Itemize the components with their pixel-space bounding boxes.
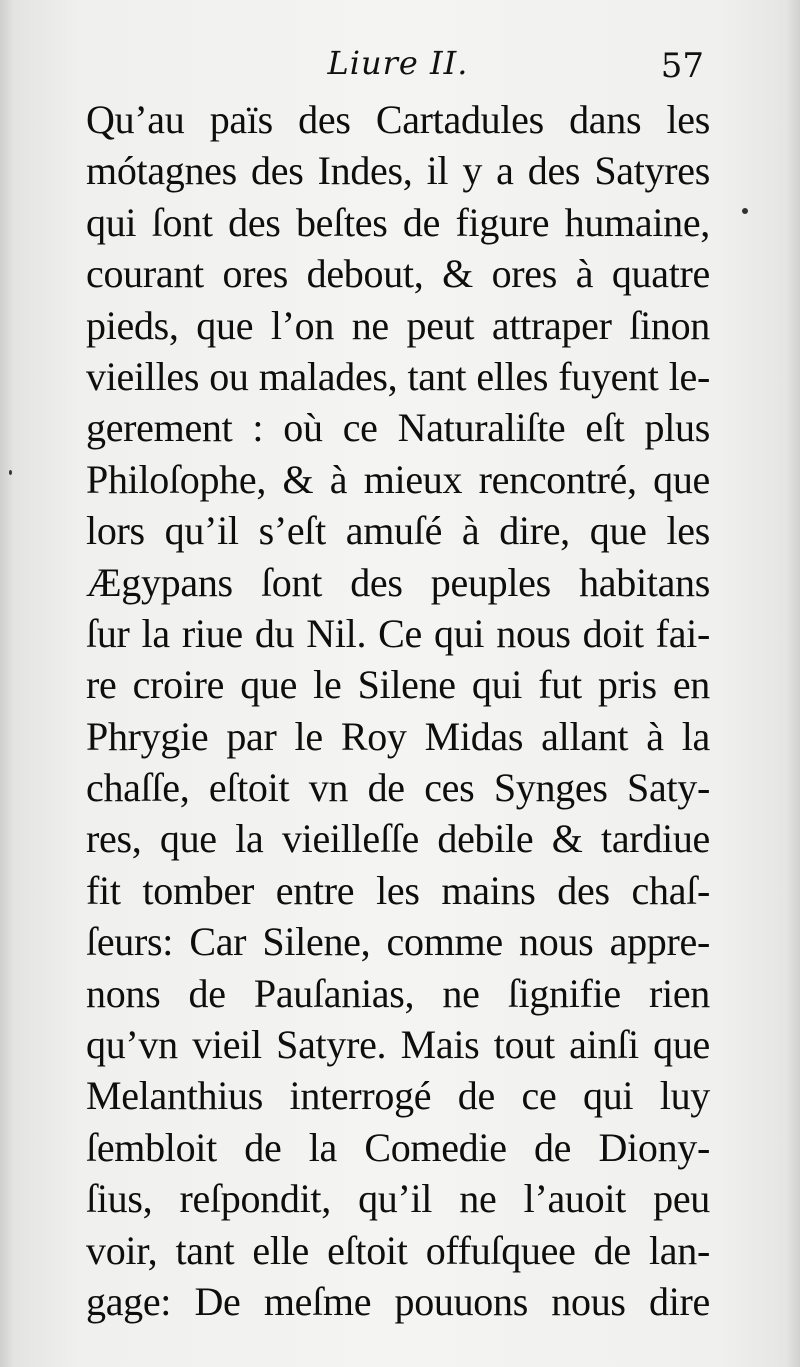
text-line: ſembloit de la Comedie de Diony- <box>86 1124 710 1170</box>
page-number: 57 <box>660 46 704 86</box>
text-line: mótagnes des Indes, il y a des Satyres <box>86 148 710 194</box>
running-head-title: Liure II. <box>327 44 469 82</box>
text-line: ſius, reſpondit, qu’il ne l’auoit peu <box>86 1176 710 1222</box>
text-line: Melanthius interrogé de ce qui luy <box>86 1073 710 1119</box>
text-line: gage: De meſme pouuons nous dire <box>86 1278 710 1324</box>
text-line: ſur la riue du Nil. Ce qui nous doit fai- <box>86 610 710 656</box>
text-line: fit tomber entre les mains des chaſ- <box>86 867 710 913</box>
text-line: vieilles ou malades, tant elles fuyent le- <box>86 353 710 399</box>
body-text <box>86 94 710 1327</box>
ink-speck <box>9 470 12 475</box>
text-line: nons de Pauſanias, ne ſignifie rien <box>86 970 710 1016</box>
text-line: voir, tant elle eſtoit offuſquee de lan- <box>86 1227 710 1273</box>
text-line: Phrygie par le Roy Midas allant à la <box>86 713 710 759</box>
page-left-edge-shadow <box>0 0 14 1367</box>
text-line: lors qu’il s’eſt amuſé à dire, que les <box>86 508 710 554</box>
text-line: res, que la vieilleſſe debile & tardiue <box>86 816 710 862</box>
text-line: courant ores debout, & ores à quatre <box>86 251 710 297</box>
ink-speck <box>742 208 748 214</box>
text-line: qu’vn vieil Satyre. Mais tout ainſi que <box>86 1022 710 1068</box>
text-line: ſeurs: Car Silene, comme nous appre- <box>86 919 710 965</box>
text-line: Qu’au païs des Cartadules dans les <box>86 97 710 142</box>
text-line: qui ſont des beſtes de figure humaine, <box>86 199 710 245</box>
running-head <box>86 36 710 96</box>
text-line: gerement : où ce Naturaliſte eſt plus <box>86 405 710 451</box>
text-line: chaſſe, eſtoit vn de ces Synges Saty- <box>86 765 710 811</box>
text-line: Ægypans ſont des peuples habitans <box>86 559 710 605</box>
text-line: pieds, que l’on ne peut attraper ſinon <box>86 302 710 348</box>
page-right-edge-shadow <box>786 0 800 1367</box>
text-line: Philoſophe, & à mieux rencontré, que <box>86 456 710 502</box>
text-line: re croire que le Silene qui fut pris en <box>86 662 710 708</box>
